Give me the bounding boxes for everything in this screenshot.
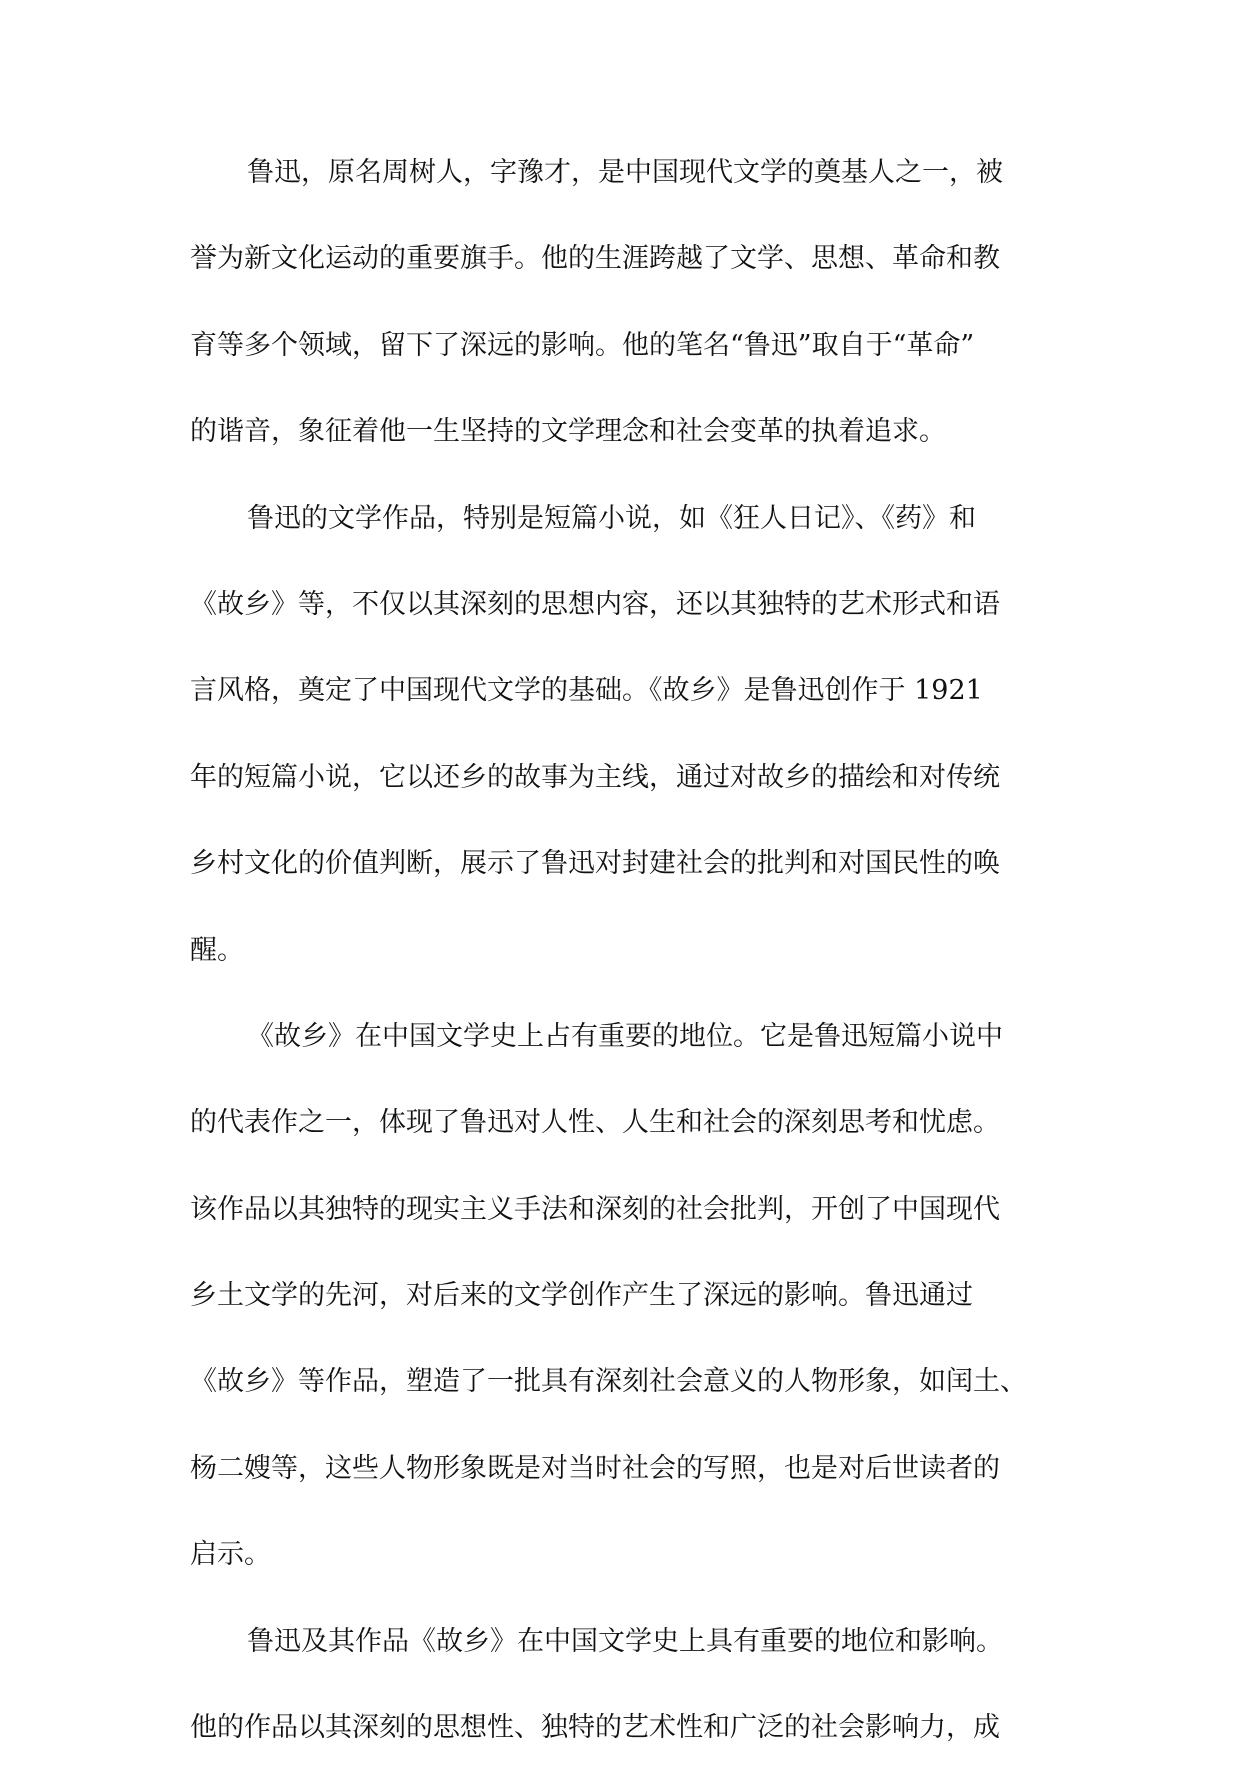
text-line: 该作品以其独特的现实主义手法和深刻的社会批判，开创了中国现代: [190, 1193, 1000, 1225]
text-line: 杨二嫂等，这些人物形象既是对当时社会的写照，也是对后世读者的: [190, 1452, 1000, 1484]
text-line: 《故乡》等作品，塑造了一批具有深刻社会意义的人物形象，如闰土、: [190, 1366, 1027, 1398]
text-line: 年的短篇小说，它以还乡的故事为主线，通过对故乡的描绘和对传统: [190, 761, 1000, 793]
text-line: 鲁迅的文学作品，特别是短篇小说，如《狂人日记》、《药》和: [247, 502, 976, 534]
text-line: 言风格，奠定了中国现代文学的基础。《故乡》是鲁迅创作于 1921: [190, 675, 983, 707]
text-line: 的谐音，象征着他一生坚持的文学理念和社会变革的执着追求。: [190, 416, 946, 448]
text-line: 他的作品以其深刻的思想性、独特的艺术性和广泛的社会影响力，成: [190, 1712, 1000, 1744]
text-line: 《故乡》在中国文学史上占有重要的地位。它是鲁迅短篇小说中: [247, 1020, 1003, 1052]
text-line: 的代表作之一，体现了鲁迅对人性、人生和社会的深刻思考和忧虑。: [190, 1107, 1000, 1139]
text-line: 乡土文学的先河，对后来的文学创作产生了深远的影响。鲁迅通过: [190, 1280, 973, 1312]
body-text: [190, 145, 1090, 1786]
text-line: 誉为新文化运动的重要旗手。他的生涯跨越了文学、思想、革命和教: [190, 243, 1000, 275]
text-line: 鲁迅，原名周树人，字豫才，是中国现代文学的奠基人之一，被: [247, 157, 1003, 188]
text-line: 育等多个领域，留下了深远的影响。他的笔名“鲁迅”取自于“革命”: [190, 329, 975, 361]
text-line: 乡村文化的价值判断，展示了鲁迅对封建社会的批判和对国民性的唤: [190, 848, 1000, 880]
text-line: 《故乡》等，不仅以其深刻的思想内容，还以其独特的艺术形式和语: [190, 588, 1000, 620]
text-line: 醒。: [190, 934, 244, 966]
text-line: 启示。: [190, 1539, 271, 1571]
text-line: 鲁迅及其作品《故乡》在中国文学史上具有重要的地位和影响。: [247, 1625, 1003, 1657]
